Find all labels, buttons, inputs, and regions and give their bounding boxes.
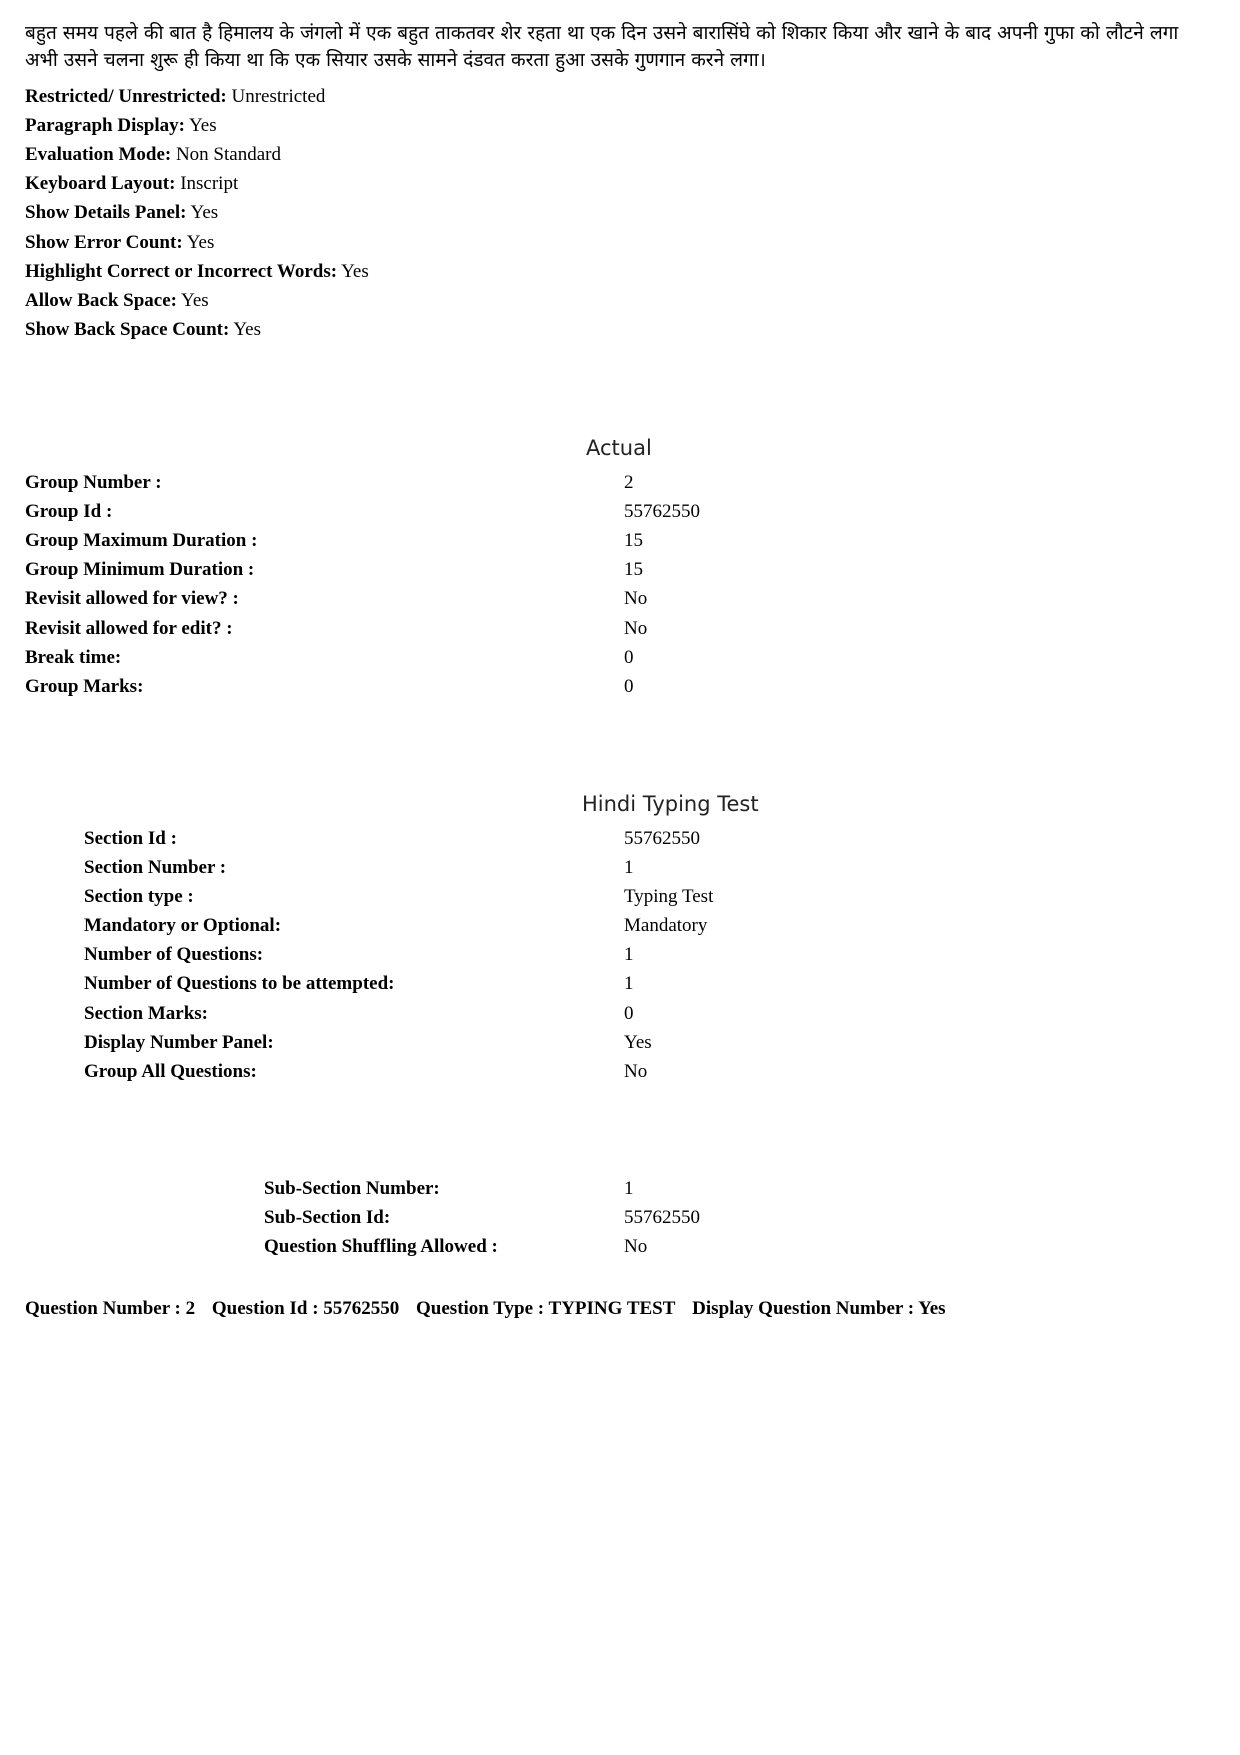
- section-row-label: Mandatory or Optional:: [84, 915, 282, 936]
- setting-highlight-words: Highlight Correct or Incorrect Words: Yes: [25, 261, 369, 282]
- section-row-value: 1: [624, 973, 634, 994]
- subsection-row-label: Question Shuffling Allowed :: [264, 1236, 498, 1257]
- section-row-value: Mandatory: [624, 915, 708, 936]
- group-row-value: 55762550: [624, 501, 700, 522]
- section-row-label: Group All Questions:: [84, 1061, 257, 1082]
- question-id: Question Id : 55762550: [211, 1298, 400, 1319]
- question-number: Question Number : 2: [25, 1298, 196, 1319]
- group-heading: Actual: [586, 436, 652, 460]
- setting-show-error-count: Show Error Count: Yes: [25, 232, 215, 253]
- setting-restricted: Restricted/ Unrestricted: Unrestricted: [25, 86, 326, 107]
- section-row-label: Section type :: [84, 886, 194, 907]
- group-row-value: 2: [624, 472, 634, 493]
- setting-evaluation-mode: Evaluation Mode: Non Standard: [25, 144, 281, 165]
- group-row-label: Group Maximum Duration :: [25, 530, 258, 551]
- subsection-row-value: 1: [624, 1178, 634, 1199]
- section-row-value: No: [624, 1061, 648, 1082]
- group-row-value: 15: [624, 559, 643, 580]
- setting-allow-back-space: Allow Back Space: Yes: [25, 290, 209, 311]
- question-type: Question Type : TYPING TEST: [416, 1298, 676, 1319]
- setting-paragraph-display: Paragraph Display: Yes: [25, 115, 217, 136]
- section-row-value: 1: [624, 944, 634, 965]
- group-row-label: Group Id :: [25, 501, 113, 522]
- section-row-value: Typing Test: [624, 886, 714, 907]
- section-row-value: Yes: [624, 1032, 652, 1053]
- subsection-row-value: 55762550: [624, 1207, 700, 1228]
- passage-paragraph: बहुत समय पहले की बात है हिमालय के जंगलो में एक बहुत ताकतवर शेर रहता था एक दिन उसने बारासिंघे को शिकार किया और खाने के बाद अपनी गुफा को लौटने लगा अभी उसने चलना शुरू ही किया था कि एक सियार उसके सामने दंडवत करता हुआ उसके गुणगान करने लगा।: [25, 22, 1179, 71]
- section-row-value: 55762550: [624, 828, 700, 849]
- group-row-value: No: [624, 618, 648, 639]
- section-row-value: 0: [624, 1003, 634, 1024]
- subsection-row-value: No: [624, 1236, 648, 1257]
- section-row-label: Section Number :: [84, 857, 227, 878]
- section-heading: Hindi Typing Test: [582, 792, 759, 816]
- group-row-label: Group Marks:: [25, 676, 144, 697]
- group-row-label: Group Minimum Duration :: [25, 559, 255, 580]
- section-row-label: Display Number Panel:: [84, 1032, 274, 1053]
- group-row-label: Revisit allowed for edit? :: [25, 618, 233, 639]
- group-row-value: 0: [624, 647, 634, 668]
- question-info-line: [25, 1298, 958, 1320]
- setting-keyboard-layout: Keyboard Layout: Inscript: [25, 173, 239, 194]
- section-row-label: Section Id :: [84, 828, 177, 849]
- group-row-value: 0: [624, 676, 634, 697]
- group-row-label: Group Number :: [25, 472, 162, 493]
- section-row-label: Section Marks:: [84, 1003, 209, 1024]
- group-row-value: 15: [624, 530, 643, 551]
- display-question-number: Display Question Number : Yes: [692, 1298, 946, 1319]
- setting-show-details-panel: Show Details Panel: Yes: [25, 202, 219, 223]
- section-row-label: Number of Questions:: [84, 944, 264, 965]
- setting-show-back-space-count: Show Back Space Count: Yes: [25, 319, 261, 340]
- group-row-label: Break time:: [25, 647, 122, 668]
- subsection-row-label: Sub-Section Number:: [264, 1178, 440, 1199]
- section-row-value: 1: [624, 857, 634, 878]
- group-row-value: No: [624, 588, 648, 609]
- section-row-label: Number of Questions to be attempted:: [84, 973, 395, 994]
- group-row-label: Revisit allowed for view? :: [25, 588, 239, 609]
- subsection-row-label: Sub-Section Id:: [264, 1207, 391, 1228]
